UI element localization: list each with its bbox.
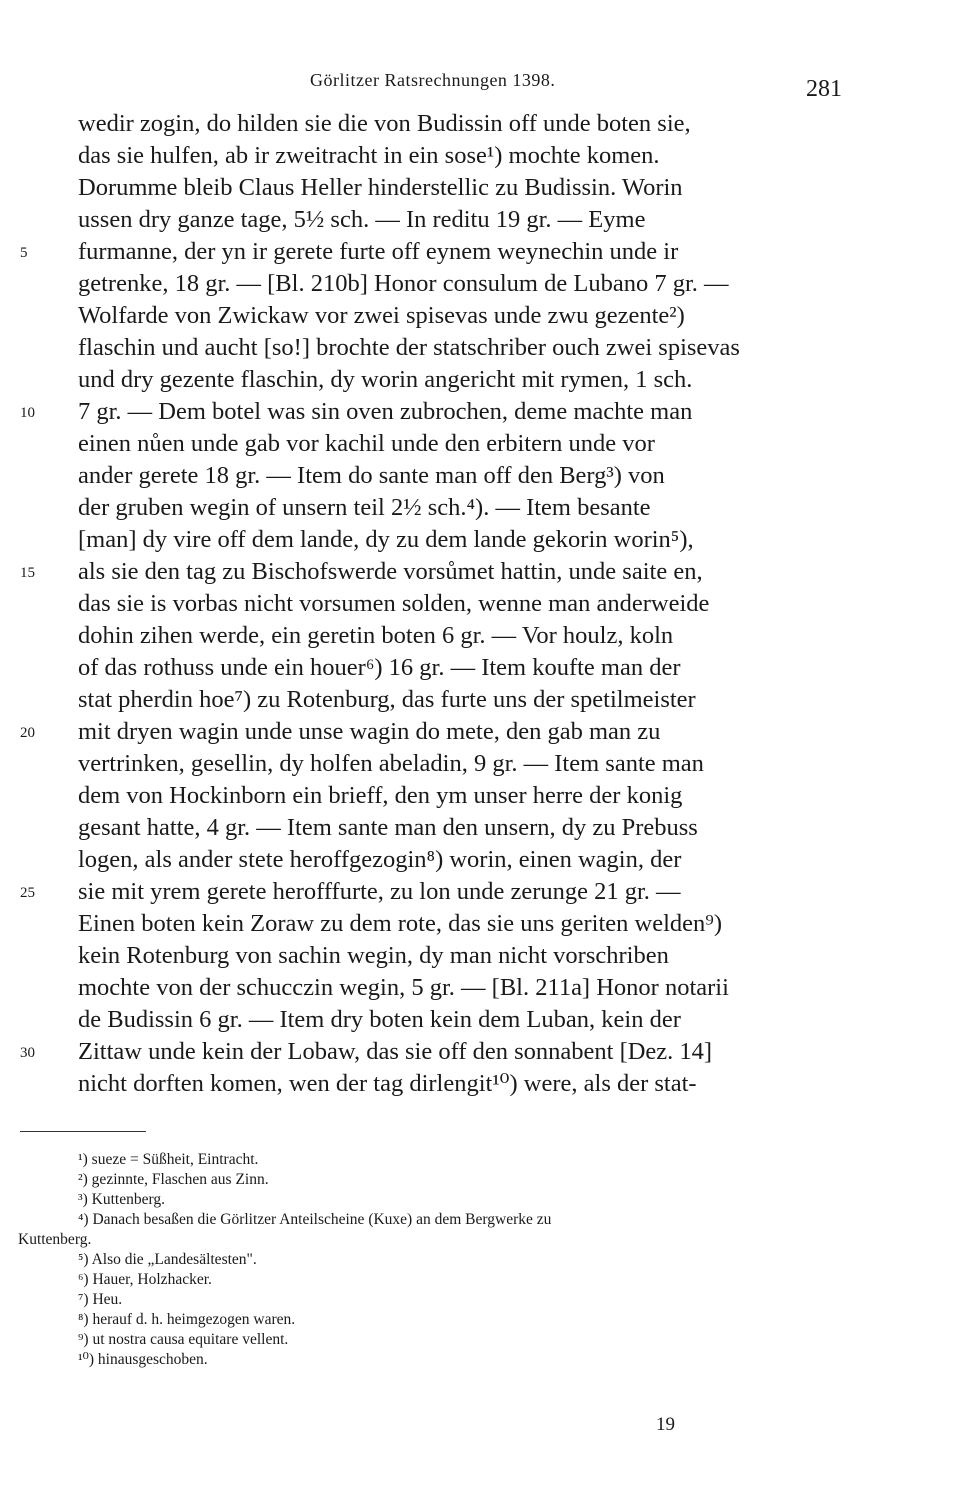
text-line [78,524,858,556]
text-line [78,332,858,364]
text-line [78,108,858,140]
line-number: 5 [20,245,28,261]
line-number: 25 [20,885,35,901]
footnote: ⁸) herauf d. h. heimgezogen waren. [78,1311,296,1328]
text-line [78,684,858,716]
line-text: und dry gezente flaschin, dy worin angericht mit rymen, 1 sch. [78,366,693,393]
line-text: getrenke, 18 gr. — [Bl. 210b] Honor consulum de Lubano 7 gr. — [78,270,729,297]
text-line [78,972,858,1004]
line-text: wedir zogin, do hilden sie die von Budissin off unde boten sie, [78,110,691,137]
text-line [20,876,858,908]
line-text: of das rothuss unde ein houer⁶) 16 gr. — Item koufte man der [78,654,681,681]
text-line [78,492,858,524]
text-line [78,204,858,236]
line-number: 15 [20,565,35,581]
line-text: mochte von der schucczin wegin, 5 gr. — [Bl. 211a] Honor notarii [78,974,729,1001]
line-number: 10 [20,405,35,421]
line-number: 30 [20,1045,35,1061]
line-text: flaschin und aucht [so!] brochte der statschriber ouch zwei spisevas [78,334,740,361]
line-text: ander gerete 18 gr. — Item do sante man off den Berg³) von [78,462,665,489]
text-line [20,556,858,588]
text-line [78,300,858,332]
printer-signature: 19 [656,1414,675,1435]
footnote: ⁵) Also die „Landesältesten". [78,1251,257,1268]
line-text: Zittaw unde kein der Lobaw, das sie off den sonnabent [Dez. 14] [78,1038,713,1065]
line-text: der gruben wegin of unsern teil 2½ sch.⁴). — Item besante [78,494,651,521]
footnote: ⁹) ut nostra causa equitare vellent. [78,1331,289,1348]
footnote: ²) gezinnte, Flaschen aus Zinn. [78,1171,269,1188]
line-text: einen nůen unde gab vor kachil unde den erbitern unde vor [78,430,655,457]
line-text: stat pherdin hoe⁷) zu Rotenburg, das furte uns der spetilmeister [78,686,696,713]
footnote: ⁶) Hauer, Holzhacker. [78,1271,212,1288]
footnotes [18,1150,858,1370]
footnote: Kuttenberg. [18,1231,92,1248]
line-text: nicht dorften komen, wen der tag dirlengit¹⁰) were, als der stat- [78,1070,697,1097]
footnote: ¹) sueze = Süßheit, Eintracht. [78,1151,259,1168]
line-text: kein Rotenburg von sachin wegin, dy man nicht vorschriben [78,942,669,969]
text-line [78,652,858,684]
line-text: [man] dy vire off dem lande, dy zu dem lande gekorin worin⁵), [78,526,694,553]
footnote-rule [20,1131,146,1132]
footnote: ⁴) Danach besaßen die Görlitzer Anteilscheine (Kuxe) an dem Bergwerke zu [78,1211,552,1228]
line-text: dohin zihen werde, ein geretin boten 6 gr. — Vor houlz, koln [78,622,674,649]
text-line [20,396,858,428]
footnote: ¹⁰) hinausgeschoben. [78,1351,208,1368]
line-text: logen, als ander stete heroffgezogin⁸) worin, einen wagin, der [78,846,682,873]
text-line [20,236,858,268]
text-line [78,460,858,492]
line-text: de Budissin 6 gr. — Item dry boten kein dem Luban, kein der [78,1006,681,1033]
footnote: ³) Kuttenberg. [78,1191,166,1208]
text-line [78,748,858,780]
line-text: gesant hatte, 4 gr. — Item sante man den unsern, dy zu Prebuss [78,814,698,841]
text-line [20,716,858,748]
footnote: ⁷) Heu. [78,1291,123,1308]
line-text: mit dryen wagin unde unse wagin do mete, den gab man zu [78,718,661,745]
text-line [78,428,858,460]
text-line [78,140,858,172]
page-number: 281 [806,76,842,102]
line-text: das sie hulfen, ab ir zweitracht in ein sose¹) mochte komen. [78,142,660,169]
line-text: dem von Hockinborn ein brieff, den ym unser herre der konig [78,782,683,809]
line-text: als sie den tag zu Bischofswerde vorsůmet hattin, unde saite en, [78,558,703,585]
line-text: Dorumme bleib Claus Heller hinderstellic zu Budissin. Worin [78,174,683,201]
line-number: 20 [20,725,35,741]
line-text: furmanne, der yn ir gerete furte off eynem weynechin unde ir [78,238,679,265]
text-line [78,1068,858,1100]
text-line [78,844,858,876]
line-text: sie mit yrem gerete herofffurte, zu lon unde zerunge 21 gr. — [78,878,681,905]
text-line [78,620,858,652]
line-text: ussen dry ganze tage, 5½ sch. — In reditu 19 gr. — Eyme [78,206,646,233]
text-line [20,1036,858,1068]
text-line [78,1004,858,1036]
text-line [78,940,858,972]
line-text: Einen boten kein Zoraw zu dem rote, das sie uns geriten welden⁹) [78,910,722,937]
running-head: Görlitzer Ratsrechnungen 1398. [310,70,556,90]
text-line [78,268,858,300]
main-text [20,108,858,1100]
text-line [78,908,858,940]
line-text: 7 gr. — Dem botel was sin oven zubrochen, deme machte man [78,398,693,425]
text-line [78,588,858,620]
text-line [78,812,858,844]
text-line [78,172,858,204]
line-text: vertrinken, gesellin, dy holfen abeladin, 9 gr. — Item sante man [78,750,704,777]
text-line [78,780,858,812]
text-line [78,364,858,396]
line-text: Wolfarde von Zwickaw vor zwei spisevas unde zwu gezente²) [78,302,685,329]
line-text: das sie is vorbas nicht vorsumen solden, wenne man anderweide [78,590,710,617]
